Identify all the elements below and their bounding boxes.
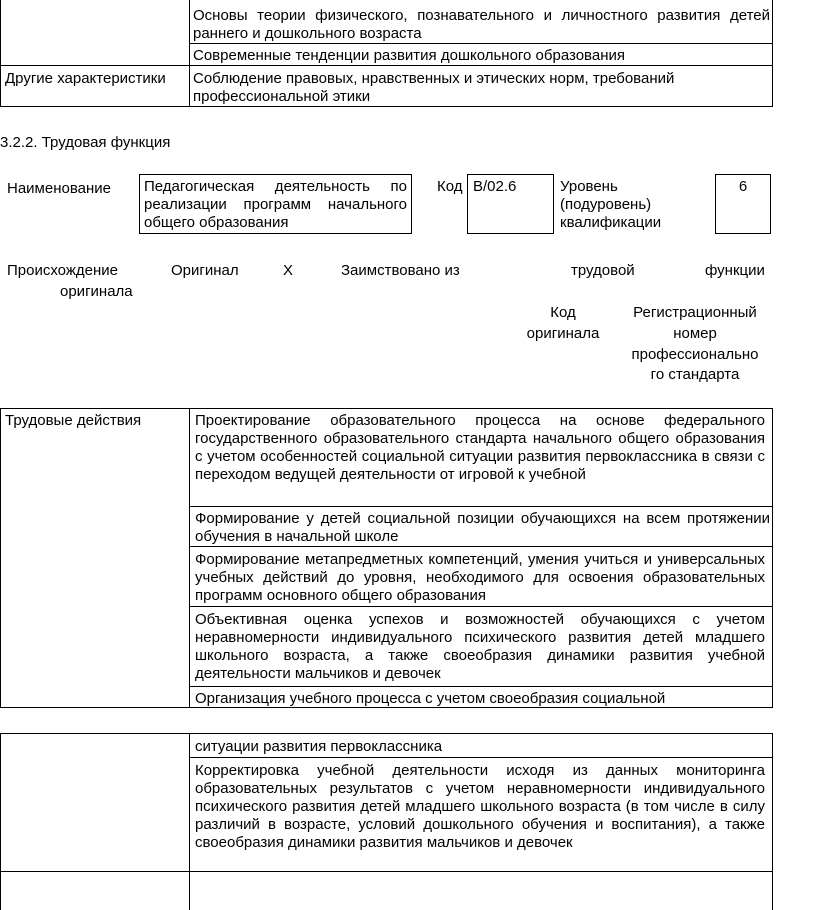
level-label-line1: Уровень (560, 178, 618, 195)
borrowed-word-3: функции (705, 262, 765, 279)
borrowed-label: Заимствовано из (341, 262, 460, 279)
labor-action-item: Организация учебного процесса с учетом своеобразия социальной (195, 690, 666, 707)
continuation-divider (189, 733, 190, 910)
labor-actions-rule (189, 606, 773, 607)
labor-action-item: Формирование метапредметных компетенций, умения учиться и универсальных учебных действий до уровня, необходимого для освоения образовательных программ основного общего образования (195, 551, 765, 604)
code-label: Код (437, 178, 463, 195)
level-value: 6 (738, 178, 748, 195)
top-table-rule (189, 43, 773, 44)
name-label: Наименование (7, 180, 111, 197)
continuation-rule (0, 733, 773, 734)
labor-actions-rule (189, 686, 773, 687)
original-mark: X (283, 262, 294, 279)
labor-action-item: Формирование у детей социальной позиции обучающихся на всем протяжении обучения в начальной школе (195, 510, 770, 545)
section-heading: 3.2.2. Трудовая функция (0, 134, 171, 151)
continuation-rule (189, 757, 773, 758)
code-original-line1: Код (550, 304, 576, 321)
continuation-right-edge (772, 733, 773, 910)
labor-action-item: Проектирование образовательного процесса на основе федерального государственного образовательного стандарта начального общего образования с учетом особенностей социальной ситуации развития первоклассника в связи с переходом ведущей деятельности от игровой к учебной (195, 412, 765, 483)
other-characteristics-label: Другие характеристики (5, 70, 166, 87)
labor-actions-rule (189, 506, 773, 507)
continuation-rule (0, 871, 190, 872)
original-label: Оригинал (171, 262, 239, 279)
other-characteristics-text: Соблюдение правовых, нравственных и этических норм, требований профессиональной этики (193, 70, 675, 105)
level-label-line3: квалификации (560, 214, 662, 231)
reg-number-line3: профессионально (631, 346, 759, 363)
continuation-item: Корректировка учебной деятельности исходя из данных мониторинга образовательных результатов с учетом неравномерности индивидуального психического развития детей младшего школьного возраста (в том числе в силу различий в возрасте, условий дошкольного обучения и воспитания), а также своеобразия динамики развития мальчиков и девочек (195, 762, 765, 851)
origin-label-line1: Происхождение (7, 262, 118, 279)
reg-number-line1: Регистрационный (633, 304, 757, 321)
name-value: Педагогическая деятельность по реализации программ начального общего образования (144, 178, 407, 231)
code-value: B/02.6 (473, 178, 517, 195)
continuation-rule (189, 871, 773, 872)
code-original-line2: оригинала (526, 325, 600, 342)
origin-label-line2: оригинала (60, 283, 133, 300)
labor-action-item: Объективная оценка успехов и возможностей обучающихся с учетом неравномерности индивидуального психического развития детей младшего школьного возраста, а также своеобразия динамики развития учебной деятельности мальчиков и девочек (195, 611, 765, 682)
reg-number-line4: го стандарта (650, 366, 740, 383)
labor-actions-divider (189, 408, 190, 708)
continuation-item: ситуации развития первоклассника (195, 738, 443, 755)
top-table-row1: Основы теории физического, познавательного и личностного развития детей раннего и дошкольного возраста (193, 7, 770, 42)
reg-number-line2: номер (673, 325, 717, 342)
borrowed-word-2: трудовой (571, 262, 635, 279)
top-table-rule (0, 65, 773, 66)
continuation-left-edge (0, 733, 1, 910)
labor-actions-label: Трудовые действия (5, 412, 142, 429)
labor-actions-rule (189, 546, 773, 547)
level-label-line2: (подуровень) (560, 196, 652, 213)
top-table-row2: Современные тенденции развития дошкольного образования (193, 47, 625, 64)
